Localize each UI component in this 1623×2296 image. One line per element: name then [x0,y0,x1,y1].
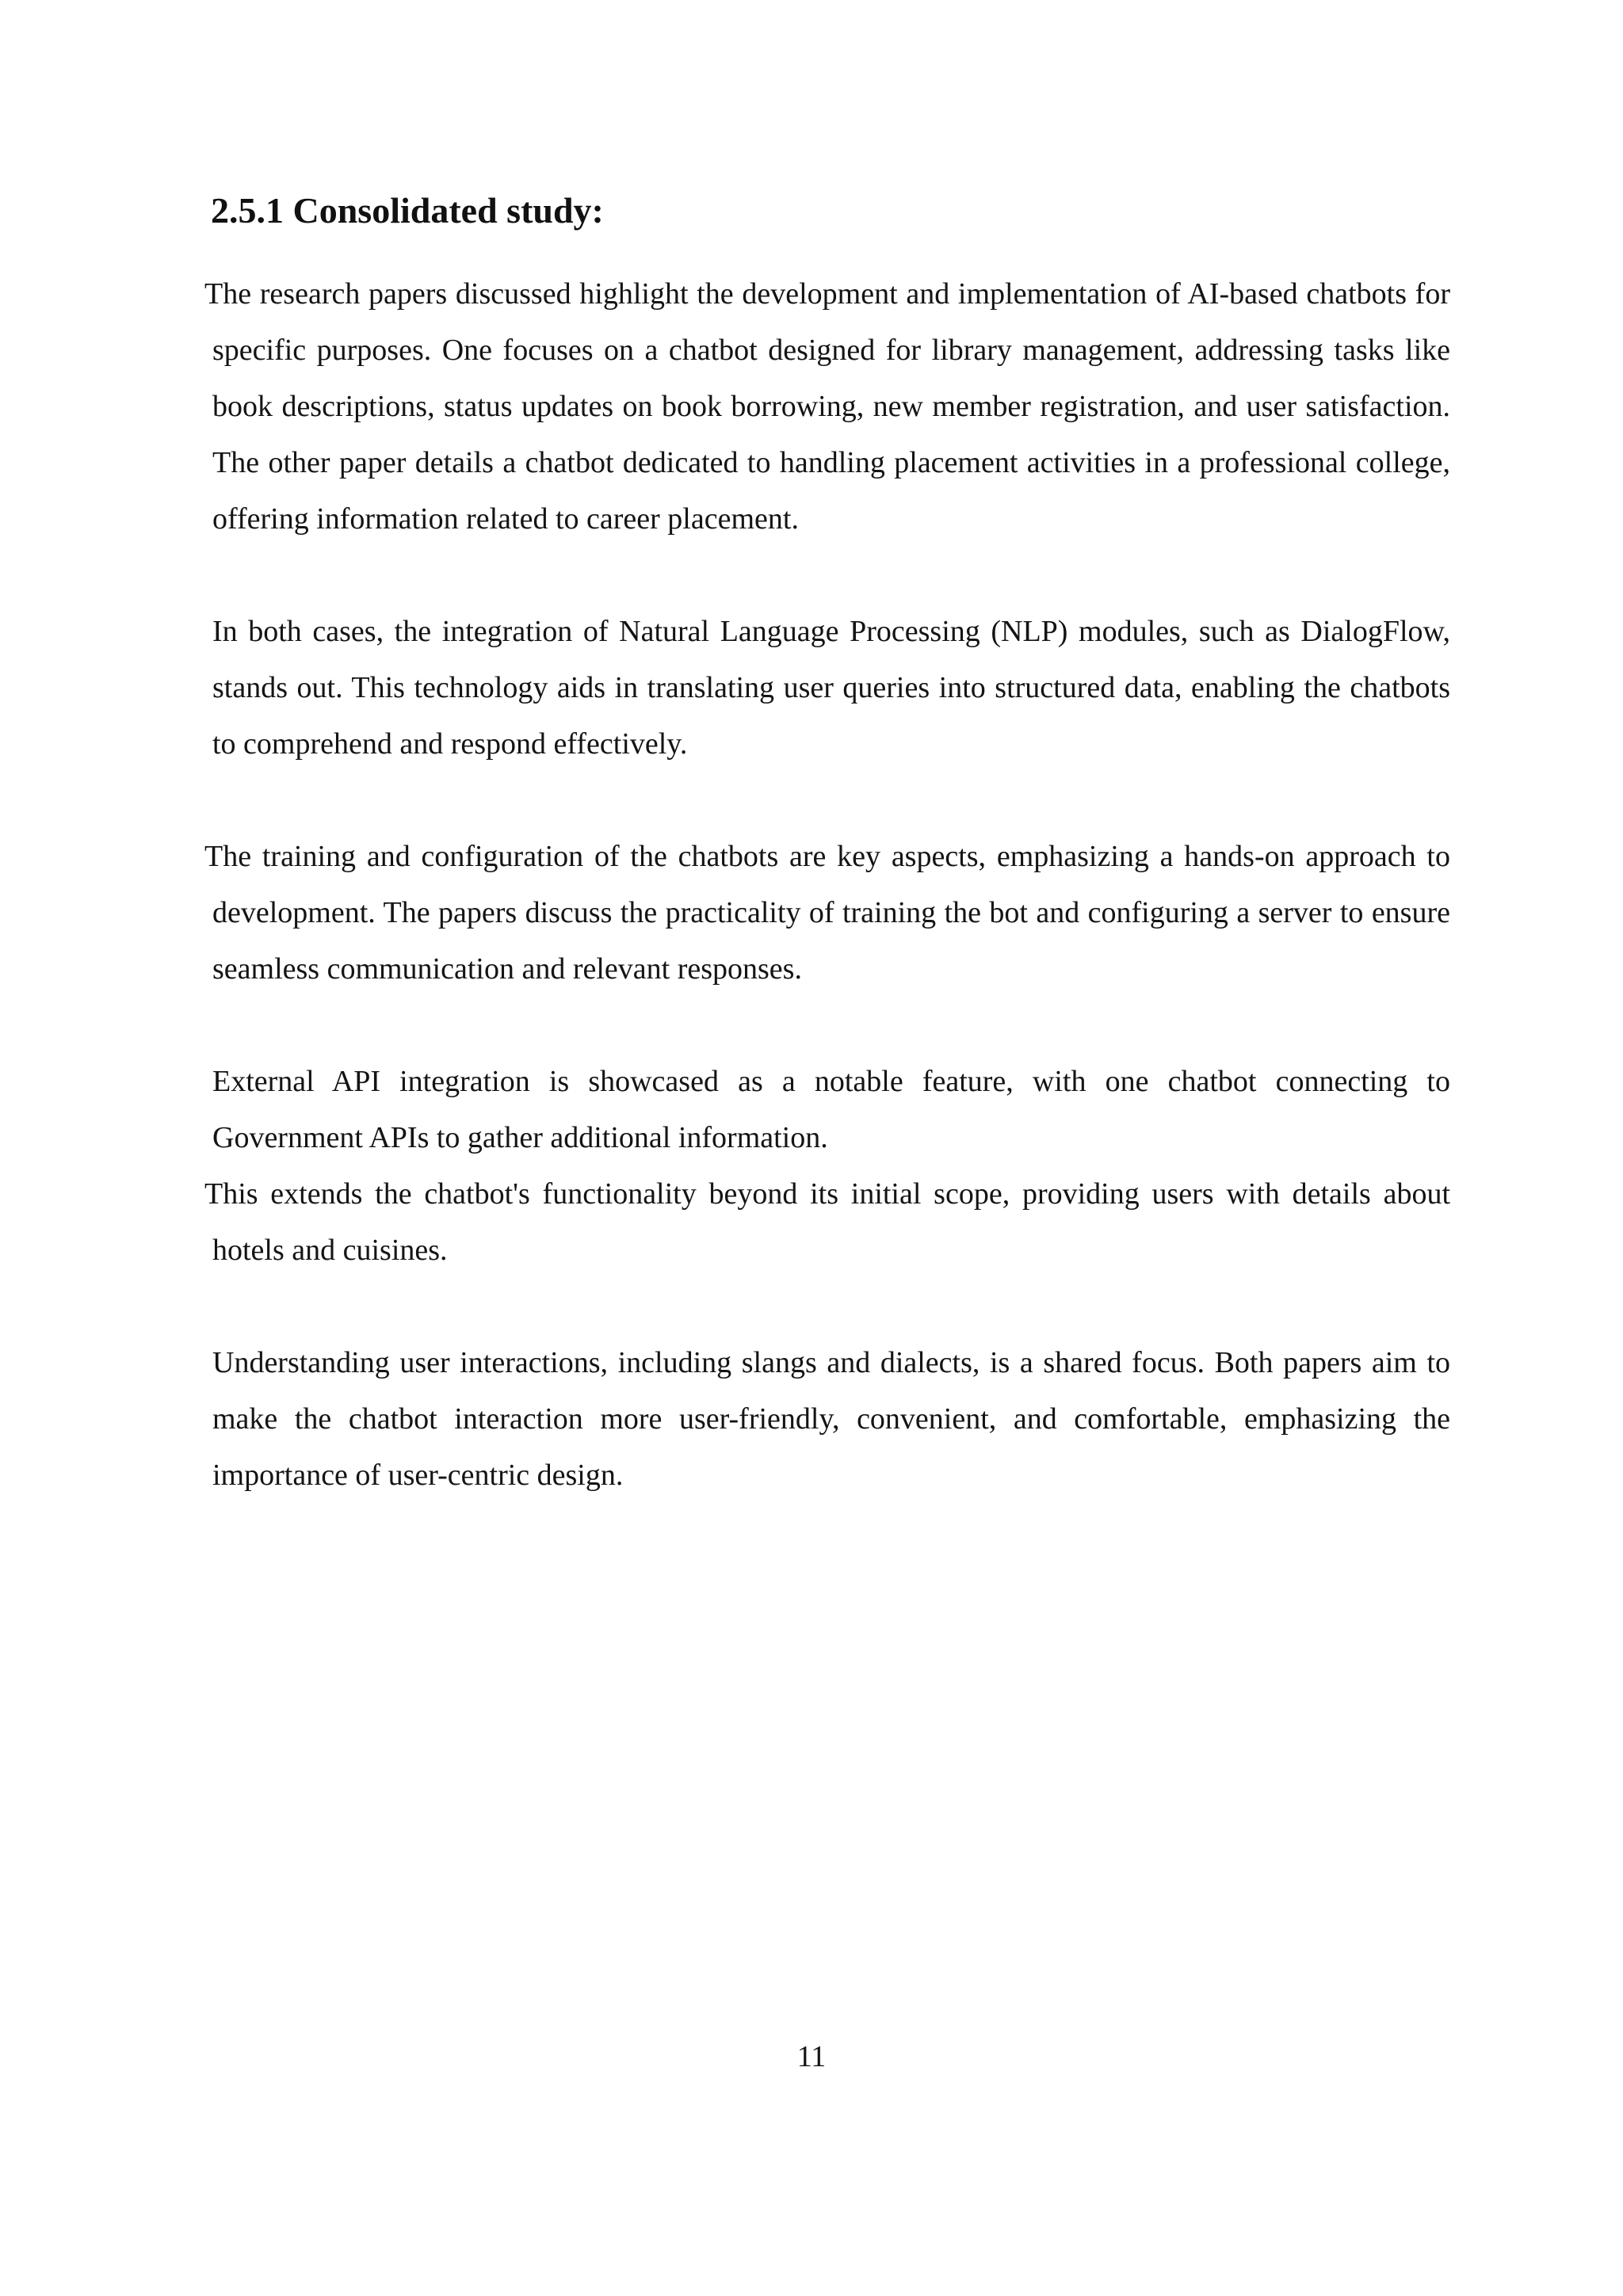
page-content [204,182,1450,1504]
paragraph-nlp-integration: In both cases, the integration of Natural Language Processing (NLP) modules, such as DialogFlow, stands out. This technology aids in translating user queries into structured data, enabling the chatbots to comprehend and respond effectively. [212,615,1450,761]
paragraph-training-configuration: The training and configuration of the chatbots are key aspects, emphasizing a hands-on approach to development. The papers discuss the practicality of training the bot and configuring a server to ensure seamless communication and relevant responses. [204,840,1450,986]
paragraph-extended-functionality: This extends the chatbot's functionality beyond its initial scope, providing users with details about hotels and cuisines. [204,1177,1450,1267]
paragraph-external-api: External API integration is showcased as a notable feature, with one chatbot connecting to Government APIs to gather additional information. [212,1065,1450,1154]
section-heading: 2.5.1 Consolidated study: [211,190,604,231]
paragraph-user-interactions: Understanding user interactions, including slangs and dialects, is a shared focus. Both papers aim to make the chatbot interaction more user-friendly, convenient, and comfortable, emphasizing the importance of user-centric design. [212,1346,1450,1492]
paragraph-consolidated-overview: The research papers discussed highlight the development and implementation of AI-based chatbots for specific purposes. One focuses on a chatbot designed for library management, addressing tasks like book descriptions, status updates on book borrowing, new member registration, and user satisfaction. The other paper details a chatbot dedicated to handling placement activities in a professional college, offering information related to career placement. [204,277,1450,536]
page-number: 11 [796,2040,827,2073]
